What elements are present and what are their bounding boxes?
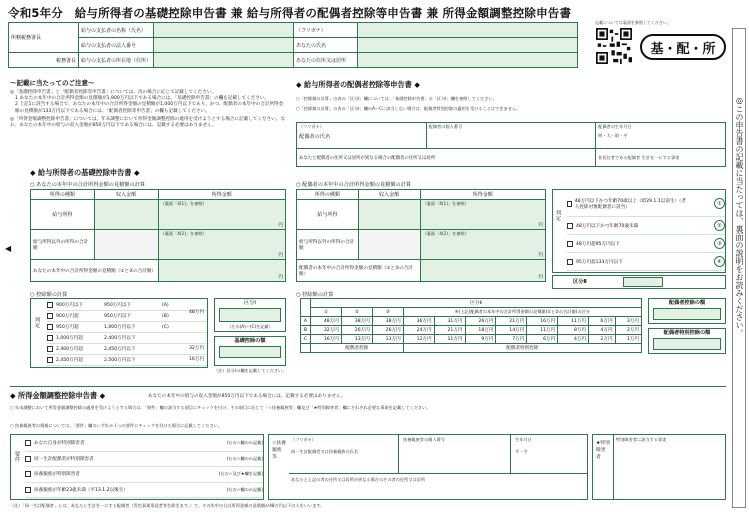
basic-income-table (30, 189, 286, 282)
bracket-range: 900万円超 (56, 314, 79, 319)
dep-mynumber-cell[interactable] (401, 435, 511, 473)
spouse-judge-text: 48万円超95万円以下 (576, 241, 620, 247)
spouse-birth-cell[interactable] (596, 123, 726, 149)
calc-cell: 14万円 (496, 326, 527, 335)
spouse-judge-circle: ① (714, 198, 725, 209)
your-name-label: あなたの氏名 (294, 38, 358, 53)
special-deduction-box (648, 328, 726, 354)
calc-cell: 9万円 (465, 335, 496, 344)
condition-row[interactable] (25, 467, 263, 483)
row-salary: 給与所得 (31, 200, 95, 230)
calc-row-key: C (301, 335, 311, 344)
calc-cell: 36万円 (403, 317, 434, 326)
condition-row[interactable] (25, 436, 263, 452)
requirements-label: 要件 (14, 451, 20, 462)
kubun2-label: 区分Ⅱ (573, 279, 587, 285)
dep-furigana: （フリガナ） (291, 437, 316, 442)
calc-cell: 31万円 (434, 317, 465, 326)
spouse-judge-circle: ④ (714, 256, 725, 267)
adjustment-heading-note: あなたの本年中の給与の収入金額が850万円以下である場合には、記載する必要はありません。 (148, 394, 346, 399)
other-income-field[interactable]: （裏面「4(2)」を参照） 円 (158, 230, 286, 260)
condition-checkbox[interactable] (25, 487, 31, 493)
your-address-label: あなたの住所又は居所 (294, 53, 358, 68)
calc-cell: 11万円 (434, 335, 465, 344)
calc-cell: 4万円 (589, 326, 615, 335)
condition-row[interactable] (25, 483, 263, 499)
spouse-judge-checkbox[interactable] (567, 241, 573, 247)
sp-row-salary: 給与所得 (297, 200, 359, 230)
col-2: ② (341, 308, 372, 317)
calc-row-key: B (301, 326, 311, 335)
condition-text: 扶養親族が年齢23歳未満（平13.1.2以後生） (34, 487, 128, 493)
calc-cell: 2万円 (615, 326, 641, 335)
deduction-amount: 48万円 (189, 310, 205, 315)
spouse-birth-era: 明・大・昭・平 (598, 133, 628, 138)
adjustment-heading: ◆ 所得金額調整控除申告書 ◆ (10, 391, 106, 400)
notice-box (10, 78, 286, 158)
dep-address-cell[interactable] (289, 473, 587, 499)
condition-note: (右の☆欄のみ記載) (226, 486, 263, 492)
notice-item-1: ◎「基礎控除申告書」と「配偶者控除等申告書」については、次の場合に応じて記載してください。 (10, 90, 217, 95)
employer-name-field[interactable] (154, 23, 294, 38)
calc-cell: 13万円 (372, 335, 403, 344)
employer-number-field[interactable] (154, 38, 294, 53)
calc-cell: 26万円 (372, 326, 403, 335)
spouse-note-1: ○「控除額の計算」の表の「区分Ⅰ」欄については、「基礎控除申告書」の「区分Ⅰ」欄を参照してください。 (296, 96, 497, 101)
calc-cell: 16万円 (527, 317, 558, 326)
header-table (8, 22, 578, 68)
spouse-mynumber-cell[interactable] (426, 123, 596, 149)
calc-cell: 11万円 (558, 317, 589, 326)
special-deduction-label: 配偶者特別控除の額 (663, 330, 711, 336)
bracket-upper: 2,500万円以下 (104, 358, 136, 363)
col-income: 所得金額 (158, 190, 286, 200)
total-income-field[interactable] (158, 260, 286, 282)
spouse-judge-checkbox[interactable] (567, 259, 573, 265)
section-divider (10, 386, 726, 387)
bracket-range: 2,450万円超 (56, 358, 83, 363)
form-title: 令和5年分 給与所得者の基礎控除申告書 兼 給与所得者の配偶者控除等申告書 兼 所得金額調整控除申告書 (8, 6, 572, 20)
row-other-income: 給与所得以外の所得の合計額 (31, 230, 95, 260)
bracket-upper: 950万円以下 (104, 303, 132, 308)
condition-note: (右の☆欄のみ記載) (226, 440, 263, 446)
spouse-calc-table (300, 298, 642, 353)
spouse-judge-text: 48万円以下かつ年齢70歳以上（昭29.1.1以前生）（老人控除対象配偶者に該当） (574, 198, 686, 210)
calc-cell: 3万円 (615, 317, 641, 326)
bracket-row[interactable] (47, 322, 207, 333)
kubun1-col (301, 299, 311, 317)
spouse-calc-heading: ○ 控除額の計算 (296, 292, 334, 298)
calc-cell: 38万円 (341, 317, 372, 326)
qr-code-icon (596, 28, 632, 64)
condition-note: (右の☆及び★欄を記載) (218, 471, 263, 477)
calc-cell: 4万円 (558, 335, 589, 344)
kubun1-note: （左の(A)〜(C)を記載） (227, 324, 273, 329)
dep-birth-era: 平・令 (515, 449, 528, 454)
spouse-deduction-box (648, 298, 726, 324)
dep-address-label: あなたと上記の者の住所又は居所が異なる場合のその者の住所又は居所 (291, 477, 426, 482)
special-disabled-label: ★特別障害者 (596, 441, 610, 460)
basic-deduction-label: 基礎控除の額 (234, 338, 266, 344)
basic-calc-table (30, 298, 208, 368)
kubun2-header: 区分Ⅱ (311, 299, 642, 308)
calc-cell: 11万円 (527, 326, 558, 335)
kubun1-field[interactable] (219, 308, 281, 322)
calc-cell: 21万円 (496, 317, 527, 326)
spouse-deduction-heading: ◆ 給与所得者の配偶者控除等申告書 ◆ (296, 80, 420, 89)
deduction-amount: 32万円 (189, 346, 205, 351)
calc-cell: 7万円 (496, 335, 527, 344)
employer-address-label: 給与の支払者の所在地（住所） (79, 53, 154, 68)
col-4: ④(上記)配偶者の本年中の合計所得金額の見積額(①と②の合計額)の区分 (403, 308, 641, 317)
sp-salary-revenue-field[interactable] (358, 200, 420, 230)
sp-row-other: 給与所得以外の所得の合計額 (297, 230, 359, 260)
bracket-row[interactable] (47, 355, 207, 366)
bracket-checkbox[interactable] (47, 324, 53, 330)
condition-text: あなた自身が特別障害者 (34, 441, 85, 447)
spouse-judge-circle: ② (714, 220, 725, 231)
calc-cell: 38万円 (372, 317, 403, 326)
yen-unit: 円 (538, 223, 543, 228)
bracket-range: 950万円超 (56, 325, 79, 330)
bracket-upper: 1,000万円以下 (104, 325, 136, 330)
total-income-label: あなたの本年中の合計所得金額の見積額（①と②の合計額） (31, 260, 159, 282)
sp-other-income-field[interactable]: （裏面「4(2)」を参照） 円 (420, 230, 546, 260)
your-name-input[interactable] (358, 38, 578, 53)
calc-cell: 6万円 (527, 335, 558, 344)
summary-left: 配偶者控除 (311, 344, 404, 353)
col-1: ① (311, 308, 342, 317)
summary-corner (301, 344, 311, 353)
kubun1-box (214, 298, 286, 332)
spouse-judge-row[interactable] (567, 235, 725, 253)
dependents-label: ☆扶養親族等 (272, 441, 286, 460)
furigana-label: （フリガナ） (294, 23, 358, 38)
adjustment-footnote: （注）「同一生計配偶者」とは、あなたと生計を一にする配偶者（青色事業専従者等を除きます。）で、その年中の合計所得金額の見積額が48万円以下の人をいいます。 (10, 503, 325, 508)
spouse-address-label: あなたと配偶者の住所又は居所が異なる場合の配偶者の住所又は居所 (297, 149, 596, 167)
spouse-judge-checkbox[interactable] (567, 223, 573, 229)
calc-cell: 26万円 (465, 317, 496, 326)
bracket-checkbox[interactable] (47, 335, 53, 341)
salary-revenue-field[interactable] (94, 200, 158, 230)
calc-cell: 13万円 (341, 335, 372, 344)
bracket-row[interactable] (47, 344, 207, 355)
sp-col-revenue: 収入金額 (358, 190, 420, 200)
bracket-upper: 2,400万円以下 (104, 336, 136, 341)
spouse-judge-label: 判定 (555, 210, 561, 221)
spouse-note-2: ○「控除額の計算」の表の「区分Ⅰ」欄のA〜Cに該当しない場合は、配偶者特別控除の適用を受けることはできません。 (296, 106, 521, 111)
basic-deduction-heading: ◆ 給与所得者の基礎控除申告書 ◆ (30, 168, 140, 177)
spouse-income-subheading: ○ 配偶者の本年中の合計所得金額の見積額の計算 (296, 182, 412, 188)
dep-birth-label: 生年月日 (515, 437, 532, 442)
spouse-judge-text: 95万円超133万円以下 (576, 259, 623, 265)
notice-item-2: 1 あなたの本年中の合計所得金額の見積額が1,900万円以下である場合には、「基礎控除申告書」の欄を記載してください。 (15, 96, 270, 102)
calc-cell: 48万円 (311, 317, 342, 326)
basic-deduction-box (214, 336, 286, 366)
calc-cell: 8万円 (558, 326, 589, 335)
spouse-name-label: 配偶者の氏名 (299, 134, 331, 140)
judge-label: 判定 (34, 317, 40, 328)
condition-row[interactable] (25, 452, 263, 468)
spouse-furigana: （フリガナ） (299, 124, 324, 129)
condition-text: 同一生計配偶者が特別障害者 (34, 456, 94, 462)
kubun2-field[interactable] (623, 277, 663, 287)
dep-name-label: 同一生計配偶者又は扶養親族の氏名 (291, 449, 359, 454)
calc-row (301, 317, 642, 326)
calc-cell: 26万円 (341, 326, 372, 335)
spouse-deduction-label: 配偶者控除の額 (668, 300, 706, 306)
kubun1-label: 区分Ⅰ (244, 300, 256, 306)
yen-unit: 円 (278, 275, 283, 280)
category-stamp: 基・配・所 (640, 34, 726, 60)
sp-total-label: 配偶者の本年中の合計所得金額の見積額（①と②の合計額） (297, 260, 421, 282)
other-revenue-blank (94, 230, 158, 260)
spouse-judge-row[interactable] (567, 217, 725, 235)
spouse-judge-circle: ③ (714, 238, 725, 249)
sp-total-field[interactable] (420, 260, 546, 282)
basic-deduction-note: （注）区分Ⅰの欄を記載してください。 (214, 368, 287, 373)
tax-office-suffix: 税務署長 (9, 53, 79, 68)
calc-cell: 24万円 (403, 326, 434, 335)
calc-cell: 18万円 (465, 326, 496, 335)
top-right-note: 記載については裏面を参照してください。 (595, 20, 671, 25)
calc-cell: 21万円 (434, 326, 465, 335)
bracket-checkbox[interactable] (47, 357, 53, 363)
condition-checkbox[interactable] (25, 471, 31, 477)
notice-item-3: 2 上記1に該当する場合で、あなたの本年中の合計所得金額の見積額が1,000万円以下であり、かつ、配偶者の本年中の合計所得金額の見積額が133万円以下である場合には、「配偶者控除等申告書」の欄も記載してください。 (15, 102, 284, 114)
yen-unit: 円 (538, 253, 543, 258)
employer-number-label: 給与の支払者の法人番号 (79, 38, 154, 53)
bracket-checkbox[interactable] (47, 313, 53, 319)
condition-checkbox[interactable] (25, 456, 31, 462)
adjustment-note-2: ○ 扶養親族等の情報については、「要件」欄のいずれか１つの要件にチェックを付けた場合に記載してください。 (10, 423, 223, 428)
bracket-class: (B) (162, 313, 169, 319)
col-income-type: 所得の種類 (31, 190, 95, 200)
bracket-class: (C) (162, 324, 169, 330)
bracket-row[interactable] (47, 300, 207, 311)
calc-cell: 6万円 (589, 317, 615, 326)
notice-item-4: ◎「所得金額調整控除申告書」については、年末調整において所得金額調整控除の適用を受けようとする場合に記載してください。なお、あなたの本年中の給与の収入金額が850万円以下である場合には、記載する必要はありません。 (10, 116, 285, 129)
basic-income-subheading: ○ あなたの本年中の合計所得金額の見積額の計算 (30, 182, 146, 188)
special-deduction-field[interactable] (653, 338, 721, 350)
employer-name-label: 給与の支払者の名称（氏名） (79, 23, 154, 38)
dependents-box (268, 434, 588, 500)
spouse-judge-text: 48万円以下かつ年齢70歳未満 (576, 223, 639, 229)
bracket-range: 900万円以下 (56, 303, 84, 308)
spouse-income-table (296, 189, 546, 282)
spouse-judge-checkbox[interactable] (567, 201, 572, 207)
yen-unit: 円 (278, 223, 283, 228)
col-3: ③ (372, 308, 403, 317)
spouse-birth-label: 配偶者の生年月日 (598, 124, 632, 129)
your-address-field[interactable] (358, 53, 578, 68)
calc-row (301, 335, 642, 344)
salary-income-field[interactable]: （裏面「4(1)」を参照） 円 (158, 200, 286, 230)
bracket-class: (A) (162, 302, 169, 308)
yen-unit: 円 (278, 253, 283, 258)
bracket-checkbox[interactable] (47, 346, 53, 352)
spouse-judge-box (552, 189, 726, 273)
special-reason-label: 特別障害者に該当する事実 (616, 437, 667, 442)
condition-note: (右の☆欄のみ記載) (226, 455, 263, 461)
sp-other-revenue-blank (358, 230, 420, 260)
special-disabled-box (592, 434, 726, 500)
basic-calc-heading: ○ 控除額の計算 (30, 292, 68, 298)
side-note: ◎この申告書の記載に当たっては、裏面の説明をお読みください。 (735, 96, 744, 337)
bracket-upper: 2,450万円以下 (104, 347, 136, 352)
bracket-row[interactable] (47, 311, 207, 322)
dep-name-cell[interactable] (289, 435, 399, 473)
basic-deduction-field[interactable] (219, 346, 281, 358)
nonresident-label: 非居住者である配偶者 (598, 154, 641, 160)
calc-cell: 16万円 (311, 335, 342, 344)
spouse-info-table (296, 122, 726, 167)
spouse-deduction-field[interactable] (653, 308, 721, 320)
sp-col-income: 所得金額 (420, 190, 546, 200)
notice-heading: 〜記載に当たってのご注意〜 (10, 79, 95, 87)
sp-salary-income-field[interactable]: （裏面「4(1)」を参照） 円 (420, 200, 546, 230)
spouse-judge-row[interactable] (567, 253, 725, 271)
condition-text: 扶養親族が特別障害者 (34, 472, 80, 478)
living-label: 生計を一にする事実 (641, 154, 680, 160)
bracket-checkbox[interactable] (47, 302, 53, 308)
dep-birth-cell[interactable] (513, 435, 587, 473)
bracket-range: 1,000万円超 (56, 336, 83, 341)
dep-mynumber-label: 扶養親族等の個人番号 (403, 437, 445, 442)
bracket-range: 2,400万円超 (56, 347, 83, 352)
kubun2-box (552, 275, 726, 289)
calc-row-key: A (301, 317, 311, 326)
calc-cell: 1万円 (615, 335, 641, 344)
calc-cell: 2万円 (589, 335, 615, 344)
spouse-name-cell[interactable] (297, 123, 427, 149)
bracket-row[interactable] (47, 333, 207, 344)
calc-cell: 32万円 (311, 326, 342, 335)
employer-address-field[interactable] (154, 53, 294, 68)
col-revenue: 収入金額 (94, 190, 158, 200)
special-reason-cell[interactable] (613, 435, 725, 499)
requirements-box (10, 434, 264, 500)
condition-checkbox[interactable] (25, 440, 31, 446)
spouse-judge-row[interactable] (567, 191, 725, 217)
deduction-amount: 16万円 (189, 357, 205, 362)
margin-arrow-icon: ◀ (5, 244, 12, 253)
your-name-field[interactable] (358, 23, 578, 38)
tax-office-cell[interactable]: 所轄税務署長 (9, 23, 79, 53)
bracket-upper: 950万円以下 (104, 314, 132, 319)
adjustment-note-1: ○ 年末調整において所得金額調整控除の適用を受けようとする場合は、「要件」欄の該当する項目にチェックを付け、その項目に応じて「☆扶養親族等」欄及び「★特別障害者」欄にそれぞれ必要な事項を記載してください。 (10, 405, 431, 410)
spouse-mynumber-label: 配偶者の個人番号 (428, 124, 463, 129)
sp-col-type: 所得の種類 (297, 190, 359, 200)
spouse-status-cell[interactable] (596, 149, 726, 167)
calc-cell: 12万円 (403, 335, 434, 344)
yen-unit: 円 (538, 275, 543, 280)
summary-right: 配偶者特別控除 (403, 344, 641, 353)
calc-row (301, 326, 642, 335)
